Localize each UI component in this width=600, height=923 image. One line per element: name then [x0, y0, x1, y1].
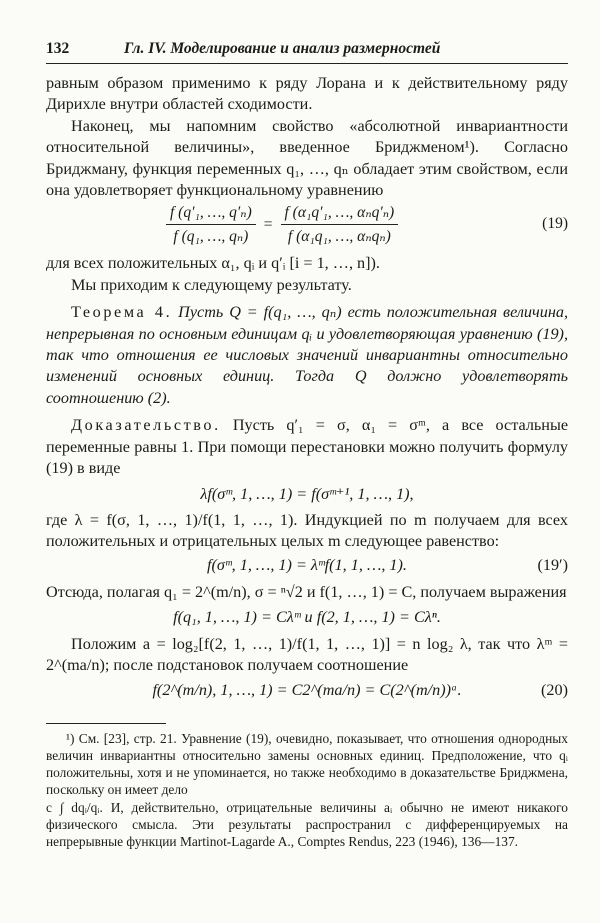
footnote-1: ¹) См. [23], стр. 21. Уравнение (19), очевидно, показывает, что отношения однородных величин инвариантны относительно замены основных единиц. Предположение, что qᵢ положительны, хотя и не упоминается, но также необходимо в доказательстве Бриджмена, поскольку он имеет дело [46, 730, 568, 798]
equals-sign: = [263, 215, 273, 233]
eq19-number: (19) [542, 215, 568, 233]
eq19prime-body: f(σᵐ, 1, …, 1) = λᵐf(1, 1, …, 1). [207, 556, 407, 575]
equation-19-prime [46, 552, 568, 582]
eq-lambda-body: λf(σᵐ, 1, …, 1) = f(σᵐ⁺¹, 1, …, 1), [200, 484, 414, 503]
header-rule [46, 63, 568, 64]
eq20-number: (20) [541, 680, 568, 699]
paragraph-hence: Отсюда, полагая q₁ = 2^(m/n), σ = ⁿ√2 и f(1, …, 1) = C, получаем выражения [46, 583, 567, 602]
page [46, 40, 568, 851]
eq19-right-numerator: f (α₁q′₁, …, αₙq′ₙ) [281, 203, 399, 225]
eq19-left-numerator: f (q′₁, …, q′ₙ) [166, 203, 256, 225]
paragraph-induction: где λ = f(σ, 1, …, 1)/f(1, 1, …, 1). Индукцией по m получаем для всех положительных и отрицательных целых m следующее равенство: [46, 510, 568, 550]
paragraph-result: Мы приходим к следующему результату. [71, 275, 352, 294]
eq19-right-fraction [281, 203, 399, 246]
eq-expr-body: f(q₁, 1, …, 1) = Cλᵐ и f(2, 1, …, 1) = Cλⁿ. [173, 607, 441, 626]
proof [46, 415, 568, 479]
proof-label: Доказательство. [71, 416, 221, 435]
eq19prime-number: (19′) [537, 556, 568, 575]
paragraph-log: Положим a = log₂[f(2, 1, …, 1)/f(1, 1, …, 1)] = n log₂ λ, так что λᵐ = 2^(ma/n); после подстановок получаем соотношение [46, 634, 568, 675]
equation-lambda [46, 480, 568, 510]
running-header [46, 40, 568, 58]
page-number: 132 [46, 40, 70, 57]
eq19-left-fraction [166, 203, 256, 246]
theorem-label: Теорема 4. [71, 303, 173, 322]
equation-expressions [46, 604, 568, 634]
equation-20 [46, 677, 568, 707]
paragraph-for-all: для всех положительных α₁, qᵢ и q′ᵢ [i = 1, …, n]). [46, 254, 380, 273]
paragraph-bridgman: Наконец, мы напомним свойство «абсолютной инвариантности относительной величины», введенное Бриджменом¹). Согласно Бриджману, функция переменных q₁, …, qₙ обладает этим свойством, если она удовлетворяет функциональному уравнению [46, 116, 568, 200]
theorem-4 [46, 302, 568, 409]
eq20-body: f(2^(m/n), 1, …, 1) = C2^(ma/n) = C(2^(m/n))ᵃ. [152, 680, 462, 699]
chapter-title: Гл. IV. Моделирование и анализ размерностей [124, 40, 441, 57]
eq19-left-denominator: f (q₁, …, qₙ) [173, 228, 249, 246]
paragraph-continuation: равным образом применимо к ряду Лорана и к действительному ряду Дирихле внутри областей сходимости. [46, 74, 568, 114]
footnote-rule [46, 723, 166, 724]
proof-text: Пусть q′₁ = σ, α₁ = σᵐ, а все остальные переменные равны 1. При помощи перестановки можно получить формулу (19) в виде [46, 416, 568, 478]
equation-19 [46, 201, 568, 253]
footnote-1-continued: с ∫ dqᵢ/qᵢ. И, действительно, отрицательные величины aᵢ обычно не имеют никакого физического смысла. Эти результаты распространил с дифференцируемых на непрерывные функции Martinot-Lagarde A., Comptes Rendus, 223 (1946), 136—137. [46, 799, 568, 850]
eq19-right-denominator: f (α₁q₁, …, αₙqₙ) [287, 228, 391, 246]
theorem-text: Пусть Q = f(q₁, …, qₙ) есть положительная величина, непрерывная по основным единицам qᵢ и удовлетворяющая уравнению (19), так что отношения ее числовых значений инвариантны относительно изменений основных единиц. Тогда Q должно удовлетворять соотношению (2). [46, 303, 569, 407]
